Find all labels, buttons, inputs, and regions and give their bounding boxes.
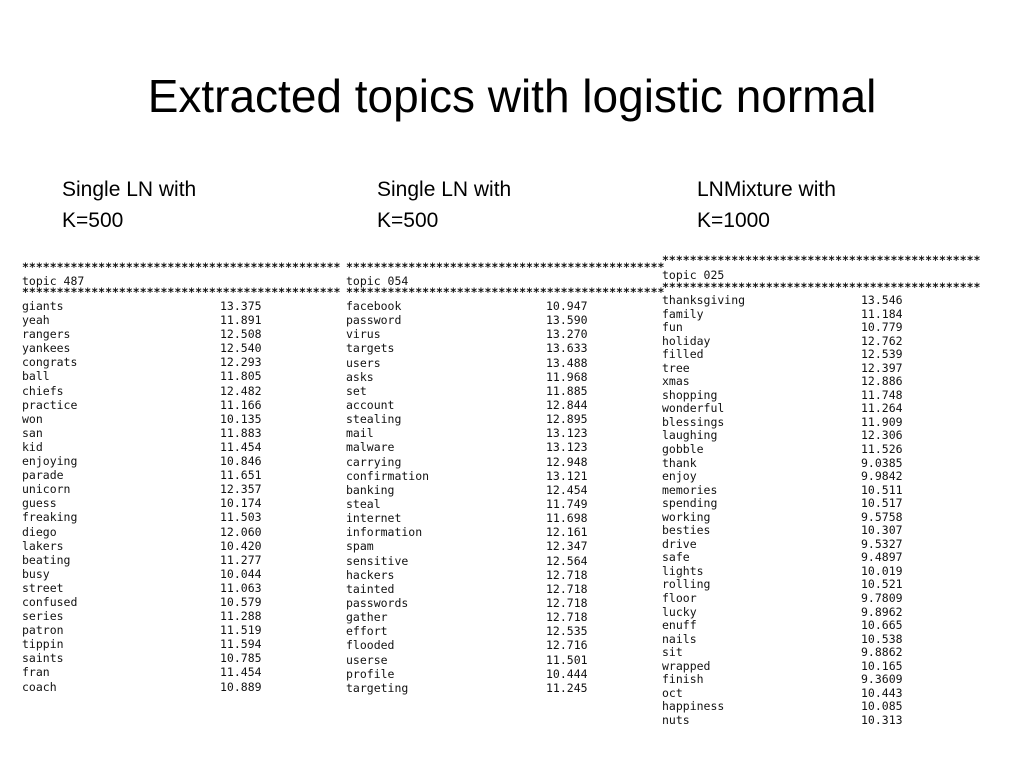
topic-score: 11.885 xyxy=(546,383,588,398)
topic-word: account xyxy=(346,397,395,412)
topic-score: 12.762 xyxy=(861,333,903,348)
topic-word: enuff xyxy=(662,618,697,633)
topic-word: targets xyxy=(346,341,395,356)
topic-word: lucky xyxy=(662,604,697,619)
table-row xyxy=(346,299,618,313)
separator-stars: ********************************************** xyxy=(22,260,341,274)
table-row xyxy=(662,308,936,322)
topic-word: thanksgiving xyxy=(662,293,746,307)
topic-panel-025 xyxy=(662,253,981,730)
topic-word: sensitive xyxy=(346,553,409,568)
topic-word: memories xyxy=(662,482,718,497)
topic-score: 12.293 xyxy=(220,355,262,370)
table-row xyxy=(22,525,292,539)
topic-score: 10.019 xyxy=(861,563,903,578)
topic-score: 11.501 xyxy=(546,652,588,667)
table-row xyxy=(22,510,292,524)
topic-score: 10.135 xyxy=(220,411,262,426)
topic-word: parade xyxy=(22,468,64,483)
topic-word: lights xyxy=(662,563,704,578)
table-row xyxy=(22,665,292,679)
topic-score: 12.306 xyxy=(861,428,903,443)
topic-word: facebook xyxy=(346,299,402,313)
table-row xyxy=(346,511,618,525)
caption-line-2: K=500 xyxy=(377,209,439,232)
slide-title: Extracted topics with logistic normal xyxy=(147,70,877,122)
topic-word: virus xyxy=(346,327,381,342)
table-row xyxy=(346,483,618,497)
caption-line-1: Single LN with xyxy=(62,178,197,201)
table-row xyxy=(346,327,618,341)
topic-word: gobble xyxy=(662,442,704,457)
topic-word: tree xyxy=(662,360,690,375)
topic-score: 12.718 xyxy=(546,581,588,596)
topic-word: busy xyxy=(22,566,50,581)
table-row xyxy=(662,335,936,349)
topic-word: fran xyxy=(22,665,50,680)
table-row xyxy=(662,429,936,443)
table-row xyxy=(346,653,618,667)
topic-word: fun xyxy=(662,320,683,335)
table-row xyxy=(346,638,618,652)
topic-score: 11.454 xyxy=(220,665,262,680)
table-row xyxy=(346,370,618,384)
table-row xyxy=(22,468,292,482)
caption-line-1: Single LN with xyxy=(377,178,512,201)
separator-stars: ********************************************** xyxy=(662,253,981,267)
topic-word: confused xyxy=(22,594,78,609)
topic-word: congrats xyxy=(22,355,78,370)
caption-line-1: LNMixture with xyxy=(697,178,836,201)
table-row xyxy=(662,606,936,620)
table-row xyxy=(662,321,936,335)
topic-score: 11.651 xyxy=(220,468,262,483)
table-row xyxy=(22,482,292,496)
topic-score: 12.482 xyxy=(220,383,262,398)
topic-word: confirmation xyxy=(346,468,430,483)
table-row xyxy=(346,440,618,454)
topic-word: patron xyxy=(22,623,64,638)
topic-score: 10.444 xyxy=(546,666,588,681)
table-row xyxy=(346,610,618,624)
topic-word: xmas xyxy=(662,374,690,389)
topic-score: 11.277 xyxy=(220,552,262,567)
table-row xyxy=(22,384,292,398)
topic-score: 11.519 xyxy=(220,623,262,638)
topic-word: nails xyxy=(662,631,697,646)
topic-panel-054 xyxy=(346,260,665,703)
table-row xyxy=(22,581,292,595)
topic-word: targeting xyxy=(346,680,409,695)
table-row xyxy=(22,609,292,623)
table-row xyxy=(662,416,936,430)
table-row xyxy=(662,375,936,389)
topic-score: 13.375 xyxy=(220,299,262,313)
topic-score: 10.779 xyxy=(861,320,903,335)
topic-score: 12.357 xyxy=(220,482,262,497)
table-row xyxy=(22,341,292,355)
table-row xyxy=(346,681,618,695)
table-row xyxy=(662,673,936,687)
topic-word: flooded xyxy=(346,638,395,653)
topic-word: mail xyxy=(346,426,374,441)
topic-score: 13.123 xyxy=(546,440,588,455)
topic-word: oct xyxy=(662,685,683,700)
topic-score: 11.166 xyxy=(220,397,262,412)
table-row xyxy=(662,687,936,701)
topic-word: coach xyxy=(22,679,57,694)
topic-score: 9.9842 xyxy=(861,469,903,484)
topic-score: 11.454 xyxy=(220,439,262,454)
topic-word: hackers xyxy=(346,567,395,582)
topic-word: holiday xyxy=(662,333,711,348)
topic-score: 10.579 xyxy=(220,594,262,609)
table-row xyxy=(346,554,618,568)
caption-single-ln-2 xyxy=(377,174,511,236)
topic-score: 12.508 xyxy=(220,327,262,342)
topic-word: wrapped xyxy=(662,658,711,673)
topic-word: users xyxy=(346,355,381,370)
topic-word: banking xyxy=(346,482,395,497)
topic-word: lakers xyxy=(22,538,64,553)
table-row xyxy=(22,327,292,341)
topic-word: tippin xyxy=(22,637,64,652)
topic-score: 12.844 xyxy=(546,397,588,412)
topic-word: internet xyxy=(346,511,402,526)
table-row xyxy=(346,341,618,355)
table-row xyxy=(346,313,618,327)
table-row xyxy=(22,623,292,637)
table-row xyxy=(662,497,936,511)
topic-score: 13.590 xyxy=(546,313,588,328)
caption-line-2: K=500 xyxy=(62,209,124,232)
table-row xyxy=(662,524,936,538)
topic-score: 11.594 xyxy=(220,637,262,652)
topic-word: malware xyxy=(346,440,395,455)
topic-word: spending xyxy=(662,496,718,511)
topic-word: password xyxy=(346,313,402,328)
table-row xyxy=(346,356,618,370)
caption-line-2: K=1000 xyxy=(697,209,770,232)
topic-word: finish xyxy=(662,672,704,687)
topic-word: thank xyxy=(662,455,697,470)
topic-score: 12.535 xyxy=(546,624,588,639)
topic-score: 10.517 xyxy=(861,496,903,511)
topic-score: 10.538 xyxy=(861,631,903,646)
topic-score: 11.909 xyxy=(861,414,903,429)
table-row xyxy=(22,355,292,369)
table-row xyxy=(22,651,292,665)
topic-word: giants xyxy=(22,299,64,313)
topic-word: passwords xyxy=(346,595,409,610)
topic-word: stealing xyxy=(346,412,402,427)
table-row xyxy=(662,565,936,579)
topic-score: 11.968 xyxy=(546,369,588,384)
table-row xyxy=(662,592,936,606)
topic-score: 11.526 xyxy=(861,442,903,457)
table-row xyxy=(662,633,936,647)
topic-score: 10.785 xyxy=(220,651,262,666)
topic-word: effort xyxy=(346,624,388,639)
topic-score: 11.184 xyxy=(861,306,903,321)
separator-stars: ********************************************** xyxy=(346,285,665,299)
topic-word: steal xyxy=(346,496,381,511)
table-row xyxy=(22,426,292,440)
topic-score: 12.397 xyxy=(861,360,903,375)
topic-word: won xyxy=(22,411,43,426)
topic-word: practice xyxy=(22,397,78,412)
topic-word: unicorn xyxy=(22,482,71,497)
topic-word: ball xyxy=(22,369,50,384)
table-row xyxy=(662,389,936,403)
topic-score: 9.3609 xyxy=(861,672,903,687)
topic-score: 11.748 xyxy=(861,387,903,402)
topic-score: 11.264 xyxy=(861,401,903,416)
table-row xyxy=(662,402,936,416)
topic-score: 12.540 xyxy=(220,341,262,356)
topic-score: 13.270 xyxy=(546,327,588,342)
topic-panel-487 xyxy=(22,260,341,694)
topic-score: 12.716 xyxy=(546,638,588,653)
topic-score: 13.488 xyxy=(546,355,588,370)
topic-word: kid xyxy=(22,439,43,454)
topic-score: 9.5758 xyxy=(861,509,903,524)
topic-word: chiefs xyxy=(22,383,64,398)
topic-score: 10.665 xyxy=(861,618,903,633)
table-row xyxy=(662,443,936,457)
table-row xyxy=(662,578,936,592)
topic-score: 12.895 xyxy=(546,412,588,427)
topic-word: enjoying xyxy=(22,454,78,469)
topic-score: 9.4897 xyxy=(861,550,903,565)
topic-score: 10.947 xyxy=(546,299,588,313)
topic-word: wonderful xyxy=(662,401,725,416)
table-row xyxy=(22,567,292,581)
table-row xyxy=(22,369,292,383)
table-row xyxy=(346,469,618,483)
separator-stars: ********************************************** xyxy=(346,260,665,274)
topic-word: rolling xyxy=(662,577,711,592)
table-row xyxy=(346,596,618,610)
topic-word: beating xyxy=(22,552,71,567)
table-row xyxy=(22,412,292,426)
table-row xyxy=(346,667,618,681)
topic-score: 12.718 xyxy=(546,610,588,625)
topic-score: 13.633 xyxy=(546,341,588,356)
topic-word: series xyxy=(22,609,64,624)
table-row xyxy=(662,348,936,362)
table-row xyxy=(662,294,936,308)
table-row xyxy=(662,457,936,471)
topic-score: 9.7809 xyxy=(861,591,903,606)
topic-word: freaking xyxy=(22,510,78,525)
topic-word: profile xyxy=(346,666,395,681)
table-row xyxy=(662,646,936,660)
table-row xyxy=(662,660,936,674)
table-row xyxy=(662,362,936,376)
table-row xyxy=(346,412,618,426)
table-row xyxy=(22,313,292,327)
table-row xyxy=(22,539,292,553)
topic-score: 11.891 xyxy=(220,313,262,328)
topic-word: diego xyxy=(22,524,57,539)
topic-word: besties xyxy=(662,523,711,538)
topic-word: blessings xyxy=(662,414,725,429)
topic-score: 12.564 xyxy=(546,553,588,568)
table-row xyxy=(346,539,618,553)
topic-word: working xyxy=(662,509,711,524)
table-row xyxy=(346,497,618,511)
topic-score: 10.044 xyxy=(220,566,262,581)
topic-word: drive xyxy=(662,536,697,551)
topic-word: safe xyxy=(662,550,690,565)
table-row xyxy=(22,454,292,468)
topic-word: san xyxy=(22,425,43,440)
topic-score: 10.443 xyxy=(861,685,903,700)
topic-score: 13.123 xyxy=(546,426,588,441)
topic-score: 12.347 xyxy=(546,539,588,554)
topic-score: 9.8862 xyxy=(861,645,903,660)
table-row xyxy=(662,484,936,498)
topic-word: street xyxy=(22,580,64,595)
caption-ln-mixture xyxy=(697,174,836,236)
topic-word: saints xyxy=(22,651,64,666)
table-row xyxy=(346,384,618,398)
topic-score: 11.698 xyxy=(546,511,588,526)
topic-score: 10.521 xyxy=(861,577,903,592)
table-row xyxy=(22,496,292,510)
topic-score: 13.121 xyxy=(546,468,588,483)
topic-word: yeah xyxy=(22,313,50,328)
topic-score: 10.313 xyxy=(861,712,903,727)
topic-score: 12.718 xyxy=(546,567,588,582)
topic-word: set xyxy=(346,383,367,398)
topic-word: yankees xyxy=(22,341,71,356)
topic-score: 9.5327 xyxy=(861,536,903,551)
topic-score: 9.0385 xyxy=(861,455,903,470)
table-row xyxy=(22,299,292,313)
separator-stars: ********************************************** xyxy=(22,285,341,299)
table-row xyxy=(22,553,292,567)
table-row xyxy=(662,538,936,552)
topic-word: happiness xyxy=(662,699,725,714)
topic-word: nuts xyxy=(662,712,690,727)
topic-score: 12.886 xyxy=(861,374,903,389)
topic-label: topic 487 xyxy=(22,274,85,288)
topic-score: 12.539 xyxy=(861,347,903,362)
table-row xyxy=(346,624,618,638)
topic-score: 11.063 xyxy=(220,580,262,595)
topic-score: 11.245 xyxy=(546,680,588,695)
topic-score: 11.503 xyxy=(220,510,262,525)
topic-score: 11.749 xyxy=(546,496,588,511)
topic-word: information xyxy=(346,525,423,540)
topic-score: 11.805 xyxy=(220,369,262,384)
topic-word: family xyxy=(662,306,704,321)
topic-word: carrying xyxy=(346,454,402,469)
topic-score: 10.889 xyxy=(220,679,262,694)
topic-word: rangers xyxy=(22,327,71,342)
separator-stars: ********************************************** xyxy=(662,280,981,294)
topic-score: 9.8962 xyxy=(861,604,903,619)
topic-label: topic 054 xyxy=(346,274,409,288)
topic-word: floor xyxy=(662,591,697,606)
table-row xyxy=(22,398,292,412)
topic-word: laughing xyxy=(662,428,718,443)
topic-word: filled xyxy=(662,347,704,362)
topic-score: 13.546 xyxy=(861,293,903,307)
table-row xyxy=(346,525,618,539)
table-row xyxy=(662,714,936,728)
topic-score: 12.948 xyxy=(546,454,588,469)
table-row xyxy=(346,398,618,412)
topic-score: 10.165 xyxy=(861,658,903,673)
table-row xyxy=(346,426,618,440)
topic-word: tainted xyxy=(346,581,395,596)
topic-word: spam xyxy=(346,539,374,554)
table-row xyxy=(662,700,936,714)
topic-score: 10.420 xyxy=(220,538,262,553)
table-row xyxy=(22,680,292,694)
topic-word: gather xyxy=(346,610,388,625)
table-row xyxy=(346,455,618,469)
table-row xyxy=(662,551,936,565)
topic-score: 12.718 xyxy=(546,595,588,610)
topic-word: enjoy xyxy=(662,469,697,484)
topic-score: 10.511 xyxy=(861,482,903,497)
topic-score: 11.288 xyxy=(220,609,262,624)
topic-word: shopping xyxy=(662,387,718,402)
caption-single-ln-1 xyxy=(62,174,196,236)
topic-word: asks xyxy=(346,369,374,384)
topic-word: userse xyxy=(346,652,388,667)
table-row xyxy=(346,568,618,582)
topic-score: 10.846 xyxy=(220,454,262,469)
topic-score: 10.085 xyxy=(861,699,903,714)
topic-word: sit xyxy=(662,645,683,660)
topic-label: topic 025 xyxy=(662,268,725,282)
topic-score: 10.174 xyxy=(220,496,262,511)
table-row xyxy=(22,440,292,454)
topic-score: 12.161 xyxy=(546,525,588,540)
table-row xyxy=(22,637,292,651)
table-row xyxy=(662,619,936,633)
table-row xyxy=(346,582,618,596)
table-row xyxy=(662,470,936,484)
topic-score: 12.060 xyxy=(220,524,262,539)
topic-score: 12.454 xyxy=(546,482,588,497)
table-row xyxy=(662,511,936,525)
topic-word: guess xyxy=(22,496,57,511)
topic-score: 10.307 xyxy=(861,523,903,538)
topic-score: 11.883 xyxy=(220,425,262,440)
table-row xyxy=(22,595,292,609)
